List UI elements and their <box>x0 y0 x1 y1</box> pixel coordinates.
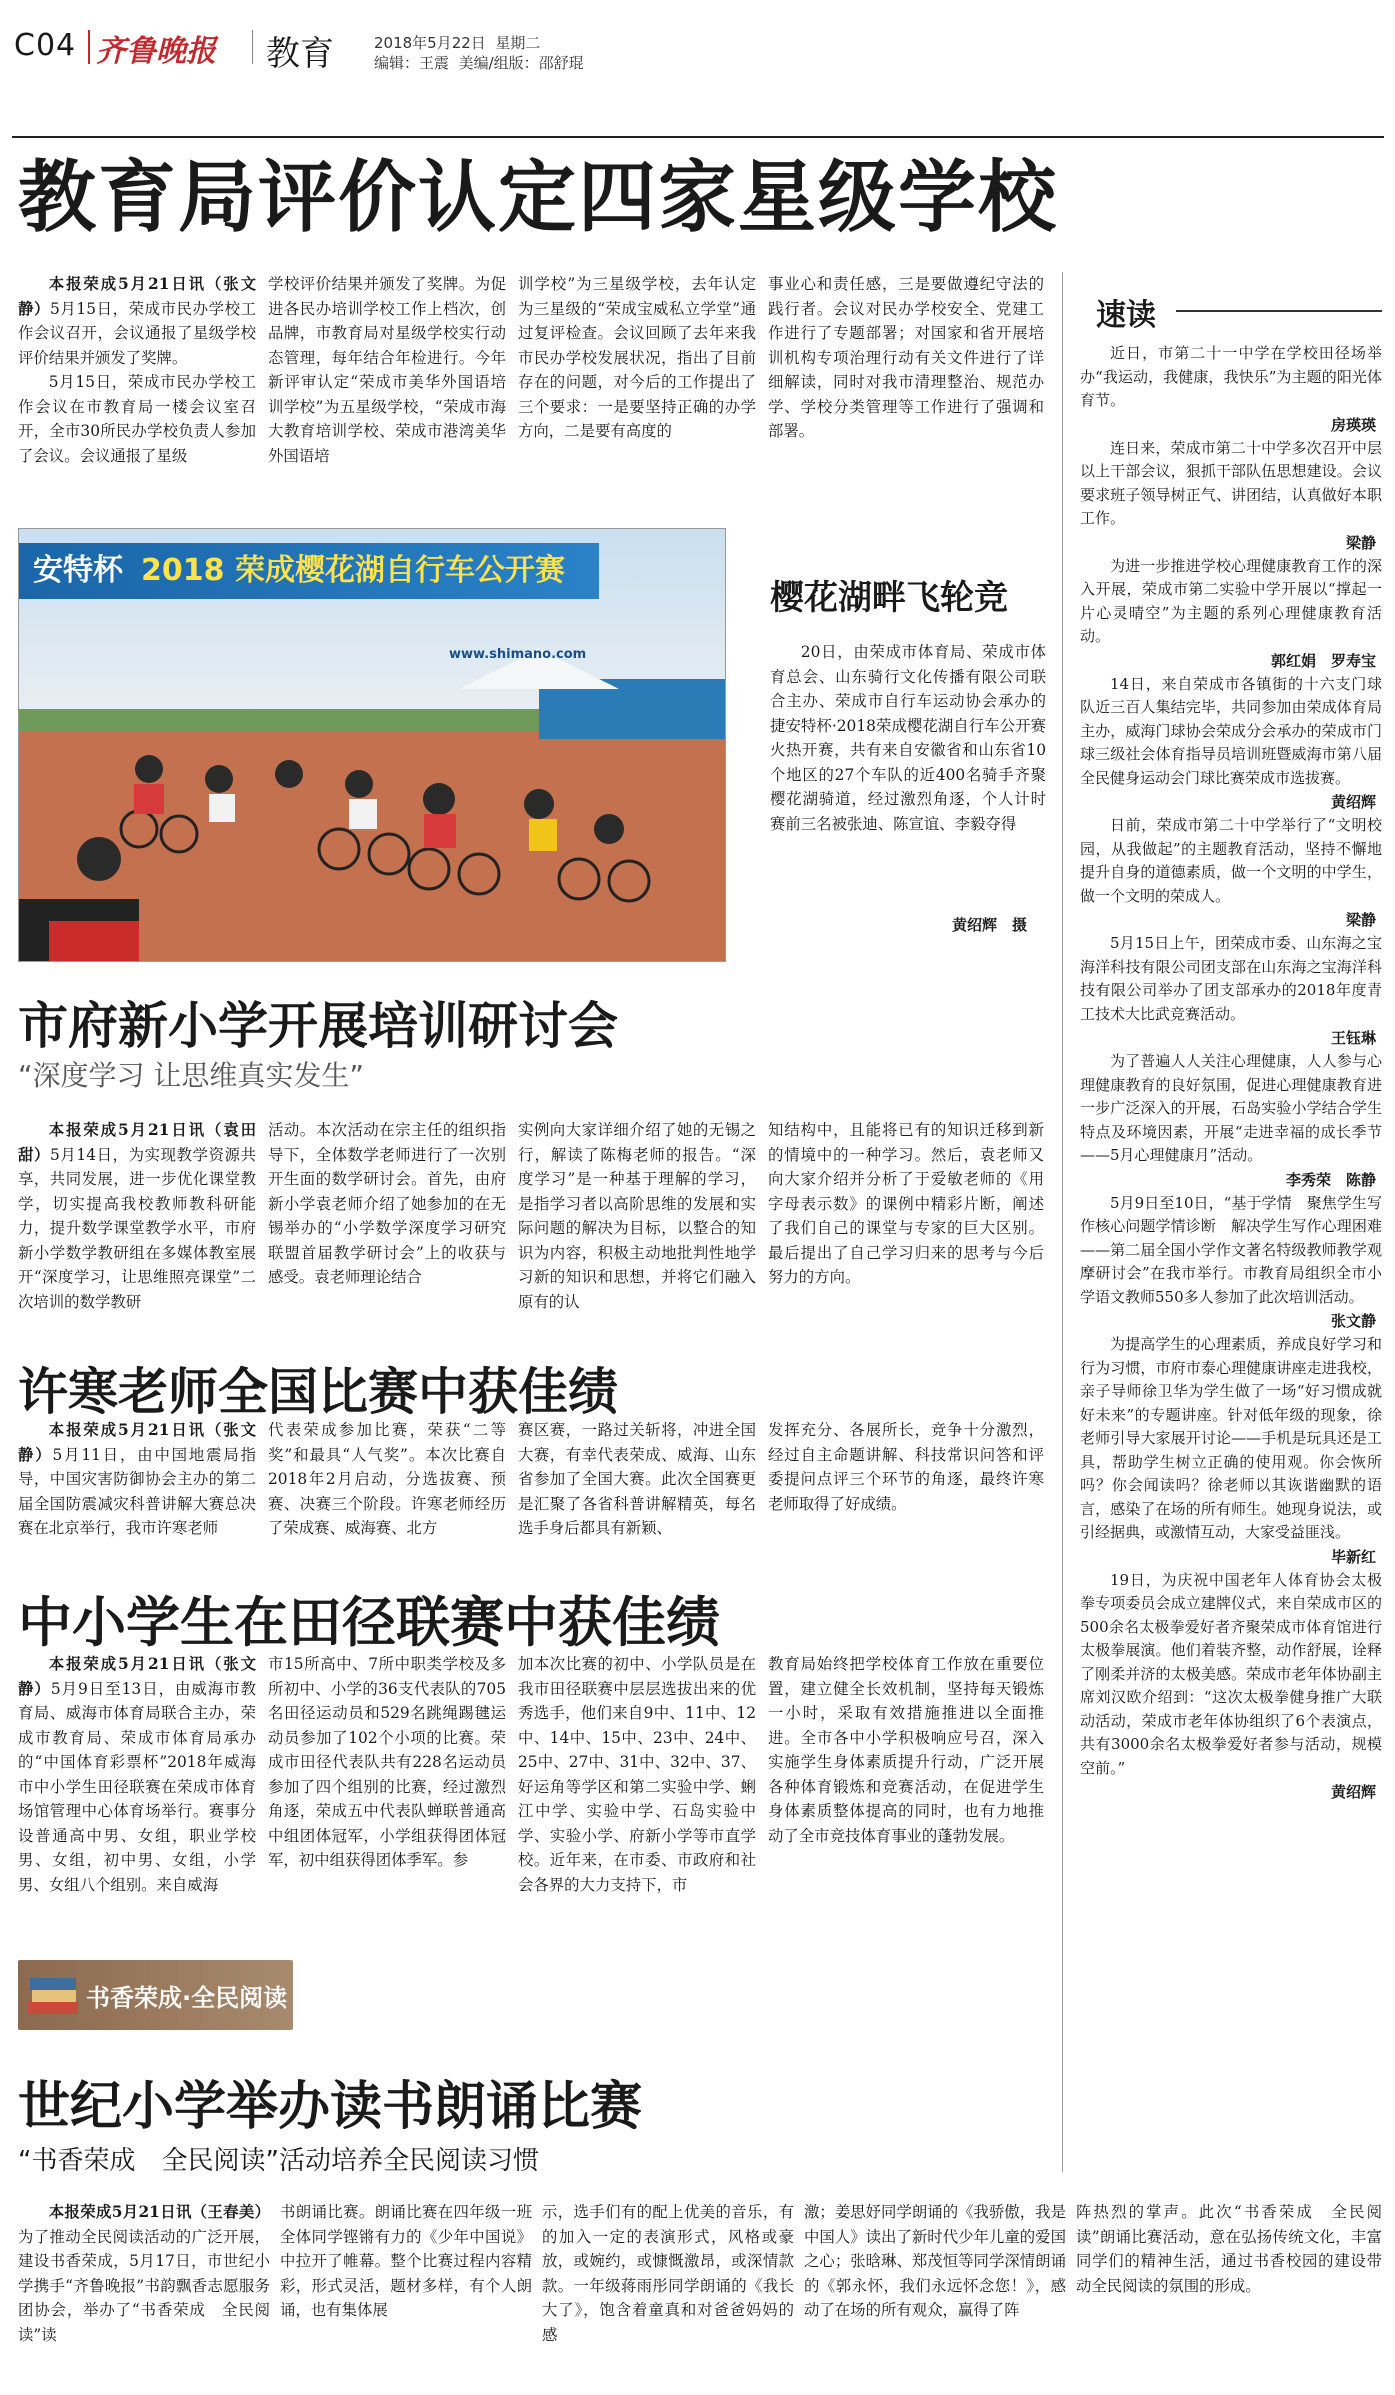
sidebar-item-text: 14日，来自荣成市各镇街的十六支门球队近三百人集结完毕，共同参加由荣成体育局主办，威海门球协会荣成分会承办的荣成市门球三级社会体育指导员培训班暨威海市第八届全民健身运动会门球比赛荣成市选拔赛。 <box>1080 674 1382 787</box>
article-track-col-4 <box>768 1652 1044 1948</box>
body-text: 事业心和责任感，三是要做遵纪守法的践行者。会议对民办学校安全、党建工作进行了专题部署；对国家和省开展培训机构专项治理行动有关文件进行了详细解读，同时对我市清理整治、规范办学、学校分类管理等工作进行了强调和部署。 <box>768 275 1044 440</box>
body-text: 激；姜思妤同学朗诵的《我骄傲，我是中国人》读出了新时代少年儿童的爱国之心；张晗琳、郑茂恒等同学深情朗诵的《郭永怀，我们永远怀念您！》，感动了在场的所有观众，赢得了阵 <box>804 2203 1066 2319</box>
tag-text: 书香荣成·全民阅读 <box>86 1984 288 2012</box>
section-name: 教育 <box>266 34 334 74</box>
body-text: 活动。本次活动在宗主任的组织指导下，全体数学老师进行了一次别开生面的数学研讨会。首先，由府新小学袁老师介绍了她参加的在无锡举办的“小学数学深度学习研究联盟首届教学研讨会”上的收获与感受。袁老师理论结合 <box>268 1121 506 1286</box>
sidebar-item-text: 为提高学生的心理素质，养成良好学习和行为习惯，市府市泰心理健康讲座走进我校，亲子导师徐卫华为学生做了一场“好习惯成就好未来”的专题讲座。针对低年级的现象，徐老师引导大家展开讨论——手机是玩具还是工具，帮助学生树立正确的使用观。你会恢所吗？你会闻读吗？徐老师以其诙谐幽默的语言，感染了在场的所有师生。她现身说法，或引经据典，或激情互动，大家受益匪浅。 <box>1080 1335 1382 1541</box>
article-cycling <box>770 640 1046 910</box>
sidebar-item-author: 李秀荣 陈静 <box>1285 1170 1376 1189</box>
photo-credit: 黄绍辉 摄 <box>952 916 1028 934</box>
dateline: 本报荣成5月21日讯（张文静） <box>18 1421 256 1464</box>
sidebar-news-list <box>1080 342 1382 2142</box>
body-text: 加本次比赛的初中、小学队员是在我市田径联赛中层层选拔出来的优秀选手，他们来自9中、11中、12中、14中、15中、23中、24中、25中、27中、31中、32中、37、好运角等学区和第二实验中学、蜊江中学、实验中学、石岛实验中学、实验小学、府新小学等市直学校。近年来，在市委、市政府和社会各界的大力支持下，市 <box>518 1655 756 1894</box>
article-xuhan-col-1 <box>18 1418 256 1568</box>
date: 2018年5月22日 <box>374 34 486 52</box>
article-star-schools-col-2 <box>268 272 506 520</box>
dateline: 本报荣成5月21日讯（袁田甜） <box>18 1121 256 1164</box>
separator <box>88 30 90 64</box>
publish-date <box>374 32 540 53</box>
separator <box>252 30 253 64</box>
cycling-photo <box>18 528 726 962</box>
sidebar-item-text: 为进一步推进学校心理健康教育工作的深入开展，荣成市第二实验中学开展以“撑起一片心灵晴空”为主题的系列心理健康教育活动。 <box>1080 556 1382 645</box>
sidebar-title: 速读 <box>1096 298 1156 333</box>
article-xuhan-col-2 <box>268 1418 506 1568</box>
body-text: 5月14日，为实现教学资源共享，共同发展，进一步优化课堂教学，切实提高我校教师教科研能力，提升数学课堂教学水平，市府新小学数学教研组在多媒体教室展开“深度学习，让思维照亮课堂”二次培训的数学教研 <box>18 1145 256 1311</box>
newspaper-logo: 齐鲁晚报 <box>96 34 216 69</box>
body-text: 5月11日，由中国地震局指导，中国灾害防御协会主办的第二届全国防震减灾科普讲解大赛总决赛在北京举行，我市许寒老师 <box>18 1445 256 1537</box>
article-star-schools-col-3 <box>518 272 756 520</box>
sidebar-item-author: 房瑛瑛 <box>1330 415 1376 434</box>
article-reading-col-3 <box>542 2200 794 2378</box>
body-text: 5月15日，荣成市民办学校工作会议召开，会议通报了星级学校评价结果并颁发了奖牌。 <box>18 299 256 367</box>
body-text: 20日，由荣成市体育局、荣成市体育总会、山东骑行文化传播有限公司联合主办、荣成市自行车运动协会承办的捷安特杯·2018荣成樱花湖自行车公开赛火热开赛，共有来自安徽省和山东省10个地区的27个车队的近400名骑手齐聚樱花湖骑道，经过激烈角逐，个人计时赛前三名被张迪、陈宣谊、李毅夺得 <box>770 643 1046 833</box>
sidebar-divider <box>1062 272 1063 2172</box>
body-text: 阵热烈的掌声。此次“书香荣成 全民阅读”朗诵比赛活动，意在弘扬传统文化，丰富同学们的精神生活，通过书香校园的建设带动全民阅读的氛围的形成。 <box>1076 2203 1382 2295</box>
body-text: 赛区赛，一路过关斩将，冲进全国大赛，有幸代表荣成、威海、山东省参加了全国大赛。此次全国赛更是汇聚了各省科普讲解精英，每名选手身后都具有新颖、 <box>518 1421 756 1537</box>
article-reading-col-2 <box>280 2200 532 2378</box>
headline-cycling: 樱花湖畔飞轮竞 <box>770 578 1008 618</box>
dateline: 本报荣成5月21日讯（张文静） <box>18 1655 256 1698</box>
article-training-col-2 <box>268 1118 506 1346</box>
article-track-col-2 <box>268 1652 506 1948</box>
body-text: 发挥充分、各展所长，竞争十分激烈，经过自主命题讲解、科技常识问答和评委提问点评三个环节的角逐，最终许寒老师取得了好成绩。 <box>768 1421 1044 1513</box>
headline-track-field: 中小学生在田径联赛中获佳绩 <box>18 1591 720 1654</box>
sidebar-item-text: 近日，市第二十一中学在学校田径场举办“我运动，我健康，我快乐”为主题的阳光体育节。 <box>1080 344 1382 409</box>
article-track-col-1 <box>18 1652 256 1948</box>
designer: 美编/组版：邵舒琨 <box>458 54 584 72</box>
sidebar-item-author: 王钰琳 <box>1330 1029 1376 1047</box>
sidebar-item-text: 19日，为庆祝中国老年人体育协会太极拳专项委员会成立建牌仪式，来自荣成市区的500余名太极拳爱好者齐聚荣成市体育馆进行太极拳展演。他们着装齐整，动作舒展，诠释了刚柔并济的太极美感。荣成市老年体协副主席刘汉欧介绍到：“这次太极拳健身推广大联动活动，荣成市老年体协组织了6个表演点，共有3000余名太极拳爱好者参与活动，规模空前。” <box>1080 1570 1382 1777</box>
body-text: 5月15日，荣成市民办学校工作会议在市教育局一楼会议室召开，全市30所民办学校负责人参加了会议。会议通报了星级 <box>18 373 256 465</box>
sidebar-item-text: 为了普遍人人关注心理健康，人人参与心理健康教育的良好氛围，促进心理健康教育进一步广泛深入的开展，石岛实验小学结合学生特点及环境因素，开展“走进幸福的成长季节——5月心理健康月”活动。 <box>1080 1052 1382 1164</box>
article-training-col-1 <box>18 1118 256 1346</box>
banner-sponsor: 安特杯 <box>33 553 123 588</box>
event-banner <box>19 543 599 599</box>
tent-sign: www.shimano.com <box>449 647 587 662</box>
sidebar-item-author: 张文静 <box>1330 1312 1376 1330</box>
body-text: 实例向大家详细介绍了她的无锡之行，解读了陈梅老师的报告。“深度学习”是一种基于理解的学习，是指学习者以高阶思维的发展和实际问题的解决为目标，以整合的知识为内容，积极主动地批判性地学习新的知识和思想，并将它们融入原有的认 <box>518 1121 756 1311</box>
headline-training-seminar: 市府新小学开展培训研讨会 <box>18 997 618 1055</box>
weekday: 星期二 <box>495 34 541 52</box>
book-stack-icon <box>26 1972 80 2018</box>
body-text: 学校评价结果并颁发了奖牌。为促进各民办培训学校工作上档次，创品牌，市教育局对星级学校实行动态管理，每年结合年检进行。今年新评审认定“荣成市美华外国语培训学校”为五星级学校，“荣成市海大教育培训学校、荣成市港湾美华外国语培 <box>268 275 506 465</box>
body-text: 知结构中，且能将已有的知识迁移到新的情境中的一种学习。然后，袁老师又向大家介绍并分析了于爱敏老师的《用字母表示数》的课例中精彩片断，阐述了我们自己的课堂与专家的巨大区别。最后提出了自己学习归来的思考与今后努力的方向。 <box>768 1121 1044 1286</box>
headline-star-schools: 教育局评价认定四家星级学校 <box>18 153 1059 243</box>
body-text: 训学校”为三星级学校，去年认定为三星级的“荣成宝威私立学堂”通过复评检查。会议回顾了去年来我市民办学校发展状况，指出了目前存在的问题，对今后的工作提出了三个要求：一是要坚持正确的办学方向，二是要有高度的 <box>518 275 756 440</box>
body-text: 市15所高中、7所中职类学校及多所初中、小学的36支代表队的705名田径运动员和529名跳绳踢毽运动员参加了102个小项的比赛。荣成市田径代表队共有228名运动员参加了四个组别的比赛，经过激烈角逐，荣成五中代表队蝉联普通高中组团体冠军，小学组获得团体冠军，初中组获得团体季军。参 <box>268 1655 506 1869</box>
banner-title: 2018 荣成樱花湖自行车公开赛 <box>141 553 565 588</box>
body-text: 书朗诵比赛。朗诵比赛在四年级一班全体同学铿锵有力的《少年中国说》中拉开了帷幕。整个比赛过程内容精彩，形式灵活，题材多样，有个人朗诵，也有集体展 <box>280 2203 532 2319</box>
sidebar-title-rule <box>1176 310 1382 312</box>
sidebar-item-text: 5月9日至10日，“基于学情 聚焦学生写作核心问题学情诊断 解决学生写作心理困难——第二届全国小学作文著名特级教师教学观摩研讨会”在我市举行。市教育局组织全市小学语文教师550多人参加了此次培训活动。 <box>1080 1193 1382 1306</box>
article-track-col-3 <box>518 1652 756 1948</box>
sidebar-item-text: 连日来，荣成市第二十中学多次召开中层以上干部会议，狠抓干部队伍思想建设。会议要求班子领导树正气、讲团结，认真做好本职工作。 <box>1080 438 1382 527</box>
article-training-col-4 <box>768 1118 1044 1346</box>
body-text: 5月9日至13日，由威海市教育局、威海市体育局联合主办，荣成市教育局、荣成市体育局承办的“中国体育彩票杯”2018年威海市中小学生田径联赛在荣成市体育场馆管理中心体育场举行。赛事分设普通高中男、女组，职业学校男、女组，初中男、女组，小学男、女组八个组别。来自威海 <box>18 1679 256 1894</box>
page-header <box>0 0 1395 80</box>
headline-reading-contest: 世纪小学举办读书朗诵比赛 <box>18 2077 643 2137</box>
article-training-col-3 <box>518 1118 756 1346</box>
body-text: 代表荣成参加比赛，荣获“二等奖”和最具“人气奖”。本次比赛自2018年2月启动，分选拔赛、预赛、决赛三个阶段。许寒老师经历了荣成赛、威海赛、北方 <box>268 1421 506 1537</box>
header-rule <box>12 136 1384 138</box>
article-xuhan-col-4 <box>768 1418 1044 1568</box>
article-reading-col-5 <box>1076 2200 1382 2378</box>
body-text: 示，选手们有的配上优美的音乐，有的加入一定的表演形式，风格或豪放，或婉约，或慷慨激昂，或深情款款。一年级蒋雨彤同学朗诵的《我长大了》，饱含着童真和对爸爸妈妈的感 <box>542 2203 794 2344</box>
dateline: 本报荣成5月21日讯（张文静） <box>18 275 256 318</box>
article-star-schools-col-4 <box>768 272 1044 520</box>
sidebar-item-author: 梁静 <box>1345 533 1376 552</box>
sidebar-item-author: 梁静 <box>1345 911 1376 929</box>
body-text: 教育局始终把学校体育工作放在重要位置，建立健全长效机制，坚持每天锻炼一小时，采取有效措施推进以全面推进。全市各中小学积极响应号召，深入实施学生身体素质提升行动，广泛开展各种体育锻炼和竞赛活动，在促进学生身体素质整体提高的同时，也有力地推动了全市竞技体育事业的蓬勃发展。 <box>768 1655 1044 1845</box>
sidebar-item-text: 日前，荣成市第二十中学举行了“文明校园，从我做起”的主题教育活动，坚持不懈地提升自身的道德素质，做一个文明的中学生，做一个文明的荣成人。 <box>1080 816 1382 905</box>
sidebar-item-author: 黄绍辉 <box>1330 793 1376 811</box>
reading-campaign-tag <box>18 1960 293 2030</box>
sidebar-item-text: 5月15日上午，团荣成市委、山东海之宝海洋科技有限公司团支部在山东海之宝海洋科技有限公司举办了团支部承办的2018年度青工技术大比武竞赛活动。 <box>1080 934 1382 1023</box>
sidebar-item-author: 黄绍辉 <box>1330 1783 1376 1801</box>
sidebar-item-author: 郭红娟 罗寿宝 <box>1270 651 1376 670</box>
headline-xu-han: 许寒老师全国比赛中获佳绩 <box>18 1363 618 1421</box>
dateline: 本报荣成5月21日讯（王春美） <box>48 2203 270 2221</box>
editor-info <box>374 52 584 73</box>
subheadline-reading-contest: “书香荣成 全民阅读”活动培养全民阅读习惯 <box>18 2146 539 2176</box>
page-number: C04 <box>14 28 77 63</box>
subheadline-training-seminar: “深度学习 让思维真实发生” <box>18 1059 364 1092</box>
article-xuhan-col-3 <box>518 1418 756 1568</box>
sidebar-item-author: 毕新红 <box>1330 1547 1376 1566</box>
article-star-schools-col-1 <box>18 272 256 520</box>
body-text: 为了推动全民阅读活动的广泛开展，建设书香荣成，5月17日，市世纪小学携手“齐鲁晚报”书韵飘香志愿服务团协会，举办了“书香荣成 全民阅读”读 <box>18 2227 270 2344</box>
article-reading-col-4 <box>804 2200 1066 2378</box>
editor: 编辑：王震 <box>374 54 450 72</box>
article-reading-col-1 <box>18 2200 270 2378</box>
